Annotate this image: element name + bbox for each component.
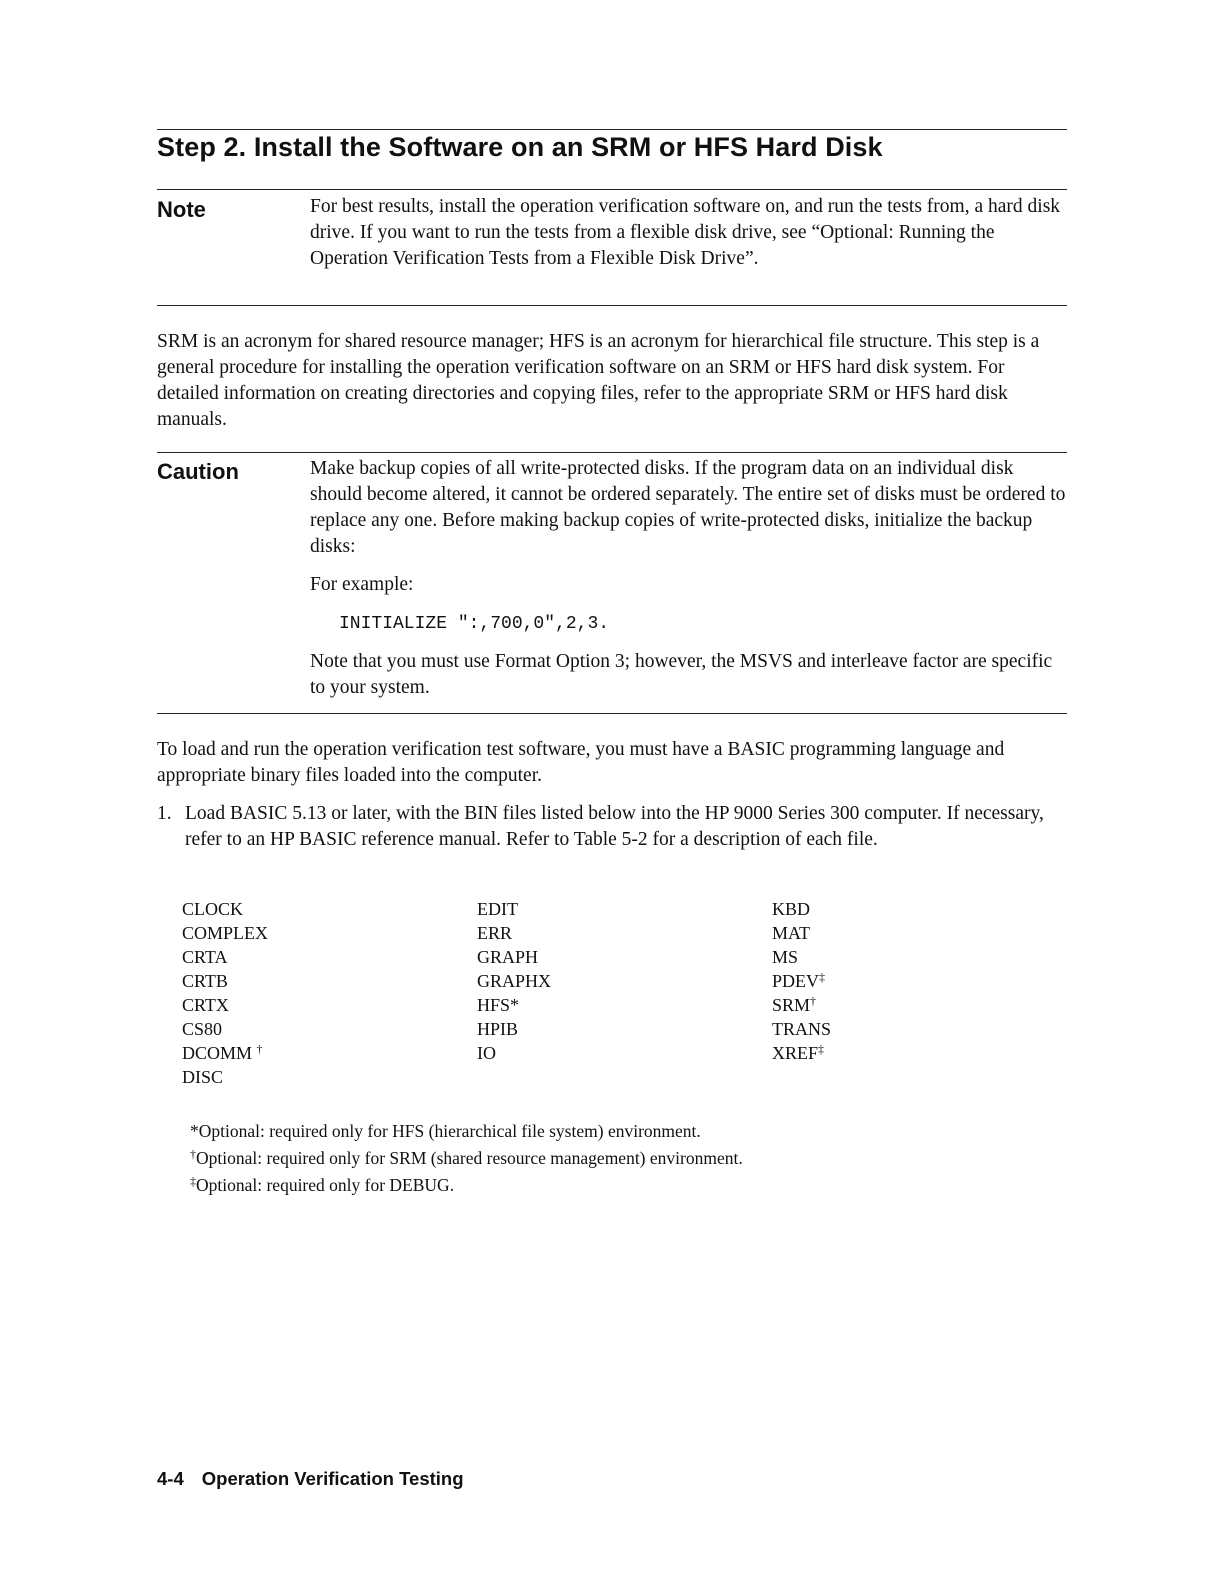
caution-text: Make backup copies of all write-protected disks. If the program data on an individual disk should become altered, it cannot be ordered separately. The entire set of disks must be ordered to replace any one. Before making backup copies of write-protected disks, initialize the backup disks: [310, 458, 1066, 557]
bin-file-pdev [772, 969, 831, 993]
bin-file: GRAPH [477, 947, 539, 967]
bin-file: CRTA [182, 947, 228, 967]
page-title: Step 2. Install the Software on an SRM or HFS Hard Disk [157, 132, 883, 162]
bin-file-label: XREF [772, 1043, 819, 1063]
double-dagger-mark: ‡ [190, 1174, 196, 1188]
bin-files-column-3 [772, 897, 831, 1065]
bin-file: CLOCK [182, 899, 244, 919]
bin-file-label: DCOMM [182, 1043, 253, 1063]
double-dagger-mark: ‡ [818, 1042, 825, 1056]
bin-file: HPIB [477, 1019, 519, 1039]
note-text: For best results, install the operation verification software on, and run the tests from, a hard disk drive. If you want to run the tests from a flexible disk drive, see “Optional: Running the Operation Verification Tests from a Flexible Disk Drive”. [310, 196, 1061, 269]
footnote-hfs: *Optional: required only for HFS (hierarchical file system) environment. [190, 1121, 701, 1141]
bin-file-srm [772, 993, 831, 1017]
heading-rule [157, 129, 1067, 130]
dagger-mark: † [810, 994, 817, 1008]
bin-file: IO [477, 1043, 496, 1063]
bin-file-dcomm [182, 1041, 268, 1065]
intro-paragraph: SRM is an acronym for shared resource manager; HFS is an acronym for hierarchical file structure. This step is a general procedure for installing the operation verification software on an SRM or HFS hard disk system. For detailed information on creating directories and copying files, refer to the appropriate SRM or HFS hard disk manuals. [157, 331, 1040, 430]
double-dagger-mark: ‡ [819, 970, 826, 984]
page-number: 4-4 [157, 1468, 184, 1489]
bin-files-column-2 [477, 897, 551, 1065]
step-number: 1. [157, 803, 172, 824]
bin-file: MS [772, 947, 799, 967]
bin-files-column-1 [182, 897, 268, 1089]
bin-file: HFS* [477, 995, 520, 1015]
bin-file: CS80 [182, 1019, 223, 1039]
footnote-text: Optional: required only for SRM (shared resource management) environment. [196, 1148, 743, 1168]
example-label: For example: [310, 574, 414, 595]
note-top-rule [157, 189, 1067, 190]
caution-label: Caution [157, 459, 239, 484]
footnote-debug [190, 1172, 743, 1199]
initialize-command: INITIALIZE ":,700,0",2,3. [339, 614, 610, 634]
footnote-srm [190, 1145, 743, 1172]
bin-file: ERR [477, 923, 513, 943]
bin-file-label: PDEV [772, 971, 820, 991]
bin-file: CRTB [182, 971, 228, 991]
chapter-title: Operation Verification Testing [201, 1468, 464, 1489]
format-option-note: Note that you must use Format Option 3; however, the MSVS and interleave factor are specific to your system. [310, 651, 1053, 698]
step-text: Load BASIC 5.13 or later, with the BIN files listed below into the HP 9000 Series 300 computer. If necessary, refer to an HP BASIC reference manual. Refer to Table 5-2 for a description of each file. [185, 803, 1044, 850]
bin-file: COMPLEX [182, 923, 269, 943]
note-label: Note [157, 197, 206, 222]
bin-file: GRAPHX [477, 971, 552, 991]
bin-file: DISC [182, 1067, 224, 1087]
footnote-text: Optional: required only for DEBUG. [196, 1175, 455, 1195]
bin-file-label: SRM [772, 995, 811, 1015]
dagger-mark: † [256, 1042, 263, 1056]
dagger-mark: † [190, 1147, 196, 1161]
bin-file: CRTX [182, 995, 229, 1015]
caution-top-rule [157, 452, 1067, 453]
bin-file: MAT [772, 923, 811, 943]
bin-file: EDIT [477, 899, 518, 919]
bin-file: TRANS [772, 1019, 832, 1039]
page-footer [157, 1468, 464, 1490]
note-bottom-rule [157, 305, 1067, 306]
bin-file-xref [772, 1041, 831, 1065]
caution-bottom-rule [157, 713, 1067, 714]
bin-file: KBD [772, 899, 811, 919]
footnotes [190, 1118, 743, 1199]
load-paragraph: To load and run the operation verification test software, you must have a BASIC programming language and appropriate binary files loaded into the computer. [157, 739, 1005, 786]
